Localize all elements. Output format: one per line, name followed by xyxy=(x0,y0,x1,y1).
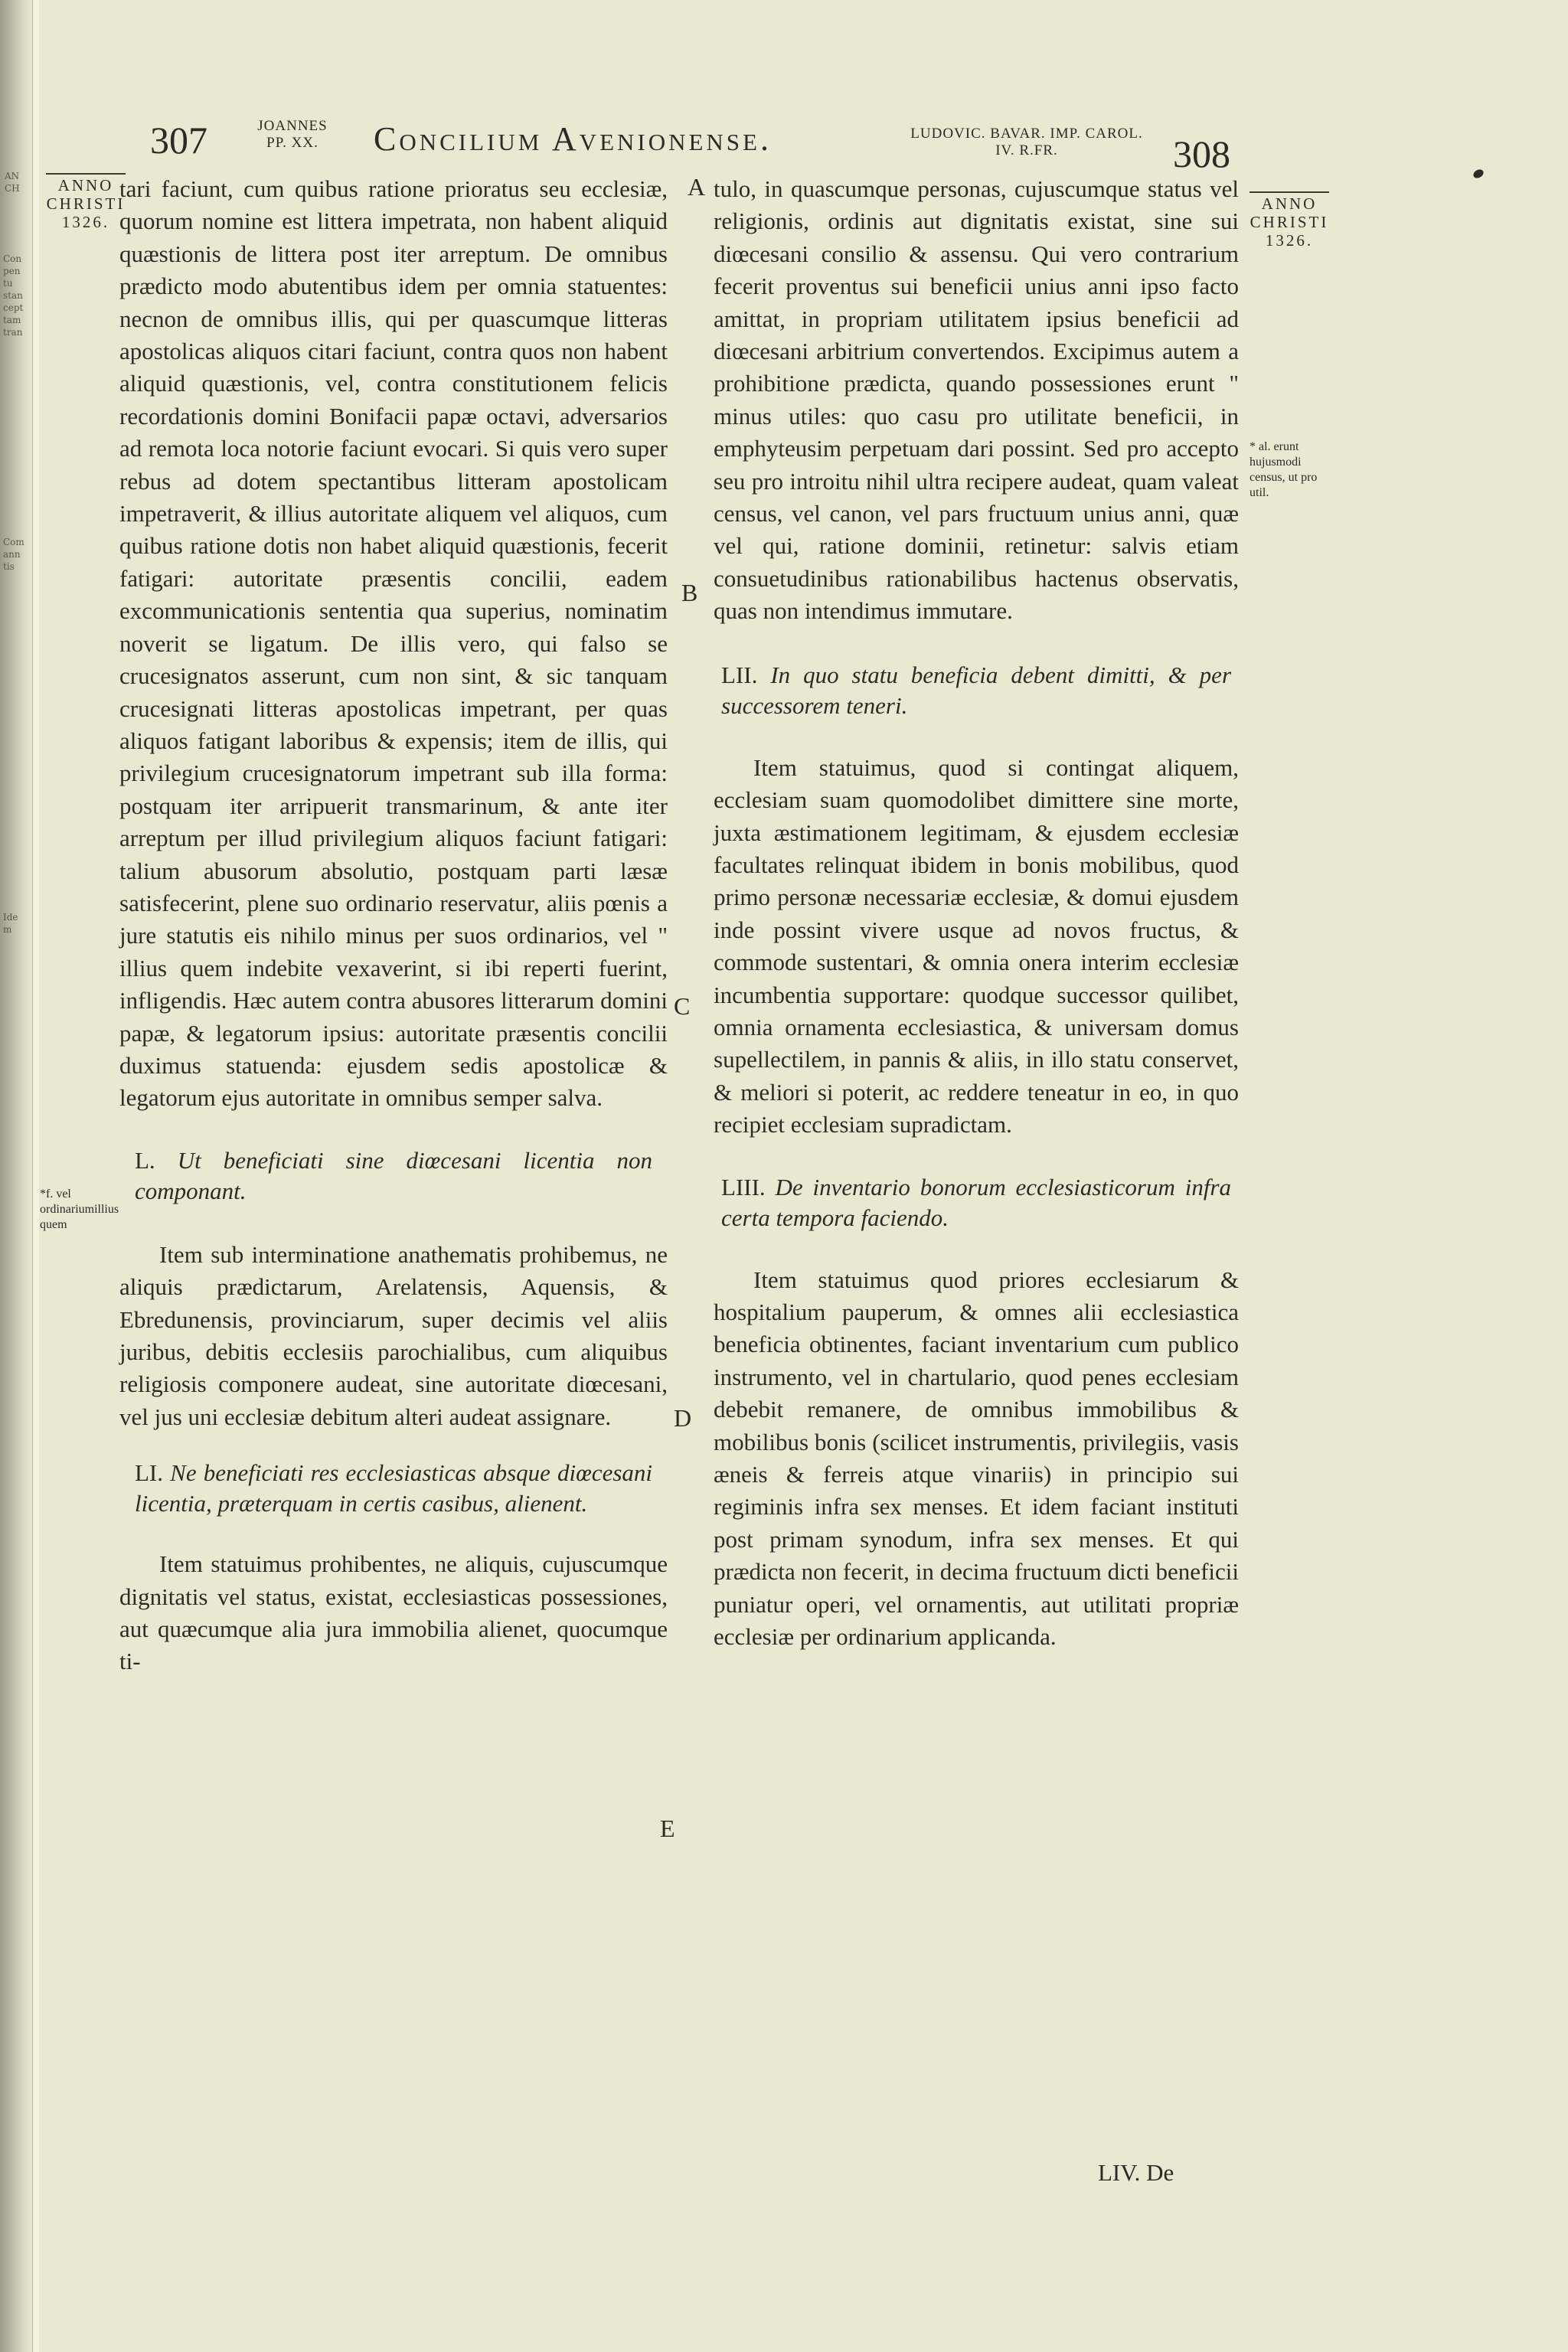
catchword: LIV. De xyxy=(1098,2159,1174,2186)
anno-text: ANNO CHRISTI 1326. xyxy=(1250,194,1329,250)
page-number-left: 307 xyxy=(150,119,207,162)
section-letter-c: C xyxy=(674,992,691,1020)
section-number: L. xyxy=(135,1146,155,1174)
page-edge xyxy=(32,0,39,2352)
section-number: LII. xyxy=(721,661,758,688)
anno-christi-left xyxy=(43,173,129,231)
section-number: LIII. xyxy=(721,1173,766,1200)
edge-fragment: Idem xyxy=(3,912,18,935)
margin-note-left: *f. vel ordinariumillius quem xyxy=(40,1187,119,1231)
page-number-right: 308 xyxy=(1173,132,1230,175)
header-title: Concilium Avenionense. xyxy=(374,120,772,158)
body-paragraph: Item statuimus, quod si contingat aliquem, ecclesiam suam quomodolibet dimittere sine morte, juxta æstimationem legitimam, & ejusdem ecclesiæ facultates relinquat ibidem in bonis mobilibus, quod primo personæ necessariæ ecclesiæ, & domui ejusdem inde possint vivere usque ad novos fructus, & commode sustentari, & omnia onera interim ecclesiæ incumbentia supportare: quodque successor quilibet, omnia ornamenta ecclesiastica, & universam domus supellectilem, in pannis & aliis, in illo statu conservet, & meliori si poterit, ac reddere teneatur in eo, in quo recipiet ecclesiam supradictam. xyxy=(714,753,1239,1138)
anno-christi-right xyxy=(1248,191,1331,250)
left-column xyxy=(119,173,668,1678)
section-title: In quo statu beneficia debent dimitti, & per successorem teneri. xyxy=(721,661,1232,719)
right-column xyxy=(714,173,1239,1653)
body-paragraph: Item sub interminatione anathematis prohibemus, ne aliquis prædictarum, Arelatensis, Aquensis, & Ebredunensis, provinciarum, super decimis vel aliis juribus, debitis ecclesiis parochialibus, cum aliquibus religiosis componere audeat, sine autoritate diœcesani, vel jus uni ecclesiæ debitum alteri audeat assignare. xyxy=(119,1240,668,1430)
section-heading-51 xyxy=(135,1458,652,1519)
edge-fragment: AN CH xyxy=(5,171,20,194)
section-letter-b: B xyxy=(681,579,698,606)
anno-text: ANNO CHRISTI 1326. xyxy=(46,176,126,231)
header-pope: JOANNES PP. XX. xyxy=(257,118,328,151)
section-title: De inventario bonorum ecclesiasticorum infra certa tempora faciendo. xyxy=(721,1173,1231,1231)
section-heading-50 xyxy=(135,1145,652,1207)
margin-note-right: * al. erunt hujusmodi census, ut pro util. xyxy=(1250,440,1318,499)
body-paragraph: tulo, in quascumque personas, cujuscumque status vel religionis, ordinis aut dignitatis existat, sine sui diœcesani consilio & assensu. Qui vero contrarium fecerit proventus sui beneficii unius anni ipso facto amittat, in propriam utilitatem ipsius beneficii ad diœcesani arbitrium convertendos. Excipimus autem a prohibitione prædicta, quando possessiones erunt " minus utiles: quo casu pro utilitate beneficii, in emphyteusim perpetuam dari possint. Sed pro accepto seu pro introitu nihil ultra recipere audeat, quam valeat census, vel canon, vel pars fructuum unius anni, quæ vel qui, ratione dominii, retinetur: salvis etiam consuetudinibus rationabilibus hactenus observatis, quas non intendimus immutare. xyxy=(714,175,1239,625)
section-letter-e: E xyxy=(660,1815,675,1842)
body-paragraph: Item statuimus quod priores ecclesiarum & hospitalium pauperum, & omnes alii ecclesiastica beneficia obtinentes, faciant inventarium cum publico instrumento, vel in chartulario, quod penes ecclesiam debebit remanere, de omnibus immobilibus & mobilibus bonis (scilicet instrumentis, privilegiis, vasis æneis & ferreis atque vinariis) in principio sui regiminis infra sex menses. Et idem faciant instituti post primam synodum, infra sex menses. Et qui prædicta non fecerit, in decima fructuum dicti beneficii puniatur operi, vel ornamentis, aut utilitati propriæ ecclesiæ per ordinarium applicanda. xyxy=(714,1266,1239,1651)
section-letter-d: D xyxy=(674,1404,692,1432)
edge-fragment: Com ann tis xyxy=(3,537,24,572)
section-number: LI. xyxy=(135,1459,164,1487)
header-emperor: LUDOVIC. BAVAR. IMP. CAROL. IV. R.FR. xyxy=(910,126,1143,158)
page-gutter xyxy=(0,0,32,2352)
section-heading-52 xyxy=(721,660,1231,721)
section-letter-a: A xyxy=(688,173,706,201)
ink-spot xyxy=(1472,168,1485,180)
section-title: Ut beneficiati sine diœcesani licentia non componant. xyxy=(135,1146,653,1204)
edge-fragment: Con pen tu stan cept tam tran xyxy=(3,253,24,338)
section-heading-53 xyxy=(721,1172,1231,1233)
body-paragraph: Item statuimus prohibentes, ne aliquis, cujuscumque dignitatis vel status, existat, ecclesiasticas possessiones, aut quæcumque alia jura immobilia alienet, quocumque ti- xyxy=(119,1550,668,1675)
running-header xyxy=(0,115,1568,175)
section-title: Ne beneficiati res ecclesiasticas absque diœcesani licentia, præterquam in certis casibus, alienent. xyxy=(135,1459,653,1517)
body-paragraph: tari faciunt, cum quibus ratione prioratus seu ecclesiæ, quorum nomine est littera impetrata, non habent aliquid quæstionis de littera post iter arreptum. De omnibus prædicto modo abutentibus idem per omnia statuentes: necnon de omnibus illis, qui per quascumque litteras apostolicas aliquos citari faciunt, contra quos non habent aliquid quæstionis, vel, contra constitutionem felicis recordationis domini Bonifacii papæ octavi, adversarios ad remota loca notorie faciunt evocari. Si quis vero super rebus ad dotem spectantibus litteram apostolicam impetraverit, & illius autoritate aliquem vel aliquos, cum quibus ratione dotis non habet aliquid quæstionis, fecerit fatigari: autoritate præsentis concilii, eadem excommunicationis sententia qua superius, nominatim noverit se ligatum. De illis vero, qui falso se crucesignatos asserunt, cum non sint, & sic tanquam crucesignati litteras apostolicas impetrant, per quas aliquos fatigant laboribus & expensis; item de illis, qui privilegium crucesignatorum impetrant sub illa forma: postquam iter arripuerit transmarinum, & ante iter arreptum per illud privilegium aliquos faciunt fatigari: talium abusorum absolutio, postquam parti læsæ satisfecerint, plene suo ordinario reservatur, aliis pœnis a jure statutis eis nihilo minus per suos ordinarios, vel " illius quem indebite vexaverint, si ibi reperti fuerint, infligendis. Hæc autem contra abusores litterarum domini papæ, & legatorum ipsius: autoritate præsentis concilii duximus statuenda: ejusdem sedis apostolicæ & legatorum ejus autoritate in omnibus semper salva. xyxy=(119,175,668,1112)
